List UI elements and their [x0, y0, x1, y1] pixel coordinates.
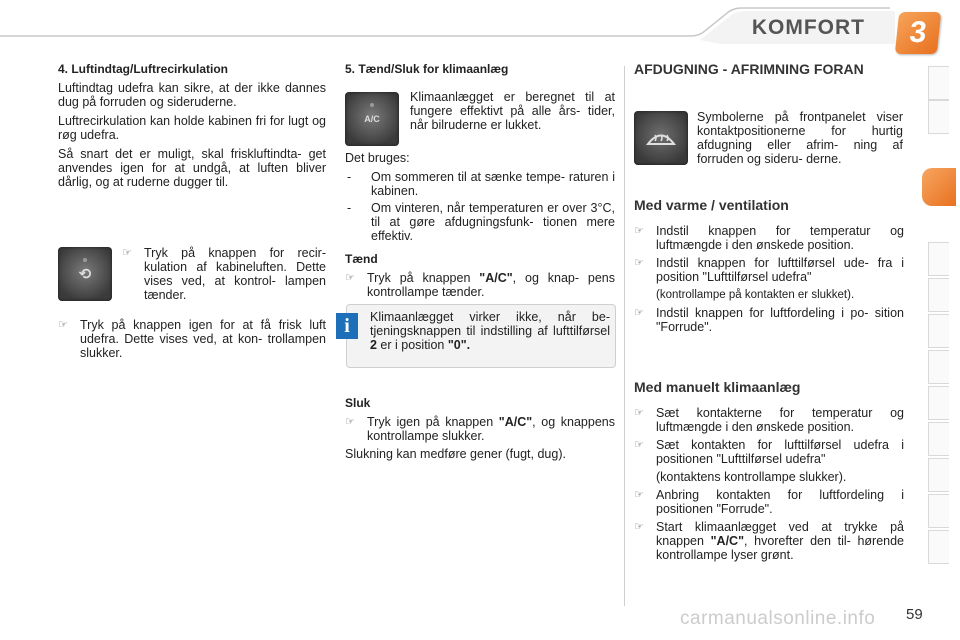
- ac-button-label: A/C: [364, 114, 380, 124]
- chapter-tabs: [928, 66, 960, 576]
- chapter-tab[interactable]: [928, 494, 949, 528]
- section-heading: AFDUGNING - AFRIMNING FORAN: [634, 61, 864, 77]
- section-heading: 5. Tænd/Sluk for klimaanlæg: [345, 62, 509, 76]
- on-bullet: ☞ Tryk på knappen "A/C", og knap- pens kontrollampe tænder.: [345, 271, 615, 299]
- paragraph: Luftindtag udefra kan sikre, at der ikke dannes dug på forruden og sideruderne.: [58, 81, 326, 109]
- pointing-hand-icon: ☞: [634, 489, 644, 501]
- column-heat-ventilation: [634, 198, 904, 338]
- page-header-title: KOMFORT: [751, 16, 865, 39]
- watermark: carmanualsonline.info: [680, 608, 876, 629]
- off-note: Slukning kan medføre gener (fugt, dug).: [345, 447, 566, 461]
- manual-bullet: ☞ Start klimaanlægget ved at trykke på knappen "A/C", hvorefter den til- hørende kontrollampe lyser grønt.: [634, 520, 904, 562]
- column-divider: [624, 66, 625, 606]
- chapter-tab[interactable]: [928, 66, 949, 100]
- pointing-hand-icon: ☞: [634, 439, 644, 451]
- paragraph: Luftrecirkulation kan holde kabinen fri for lugt og røg udefra.: [58, 114, 326, 142]
- column-recirculation: [58, 62, 326, 194]
- chapter-tab[interactable]: [928, 422, 949, 456]
- pointing-hand-icon: ☞: [58, 319, 68, 331]
- recirculation-bullet-2: ☞ Tryk på knappen igen for at få frisk luft udefra. Dette vises ved, at kon- trollampen slukker.: [58, 318, 326, 360]
- chapter-number-badge: 3: [895, 12, 941, 54]
- manual-bullet: ☞ Anbring kontakten for luftfordeling i positionen "Forrude".: [634, 488, 904, 516]
- manual-heading: Med manuelt klimaanlæg: [634, 379, 801, 395]
- page-number: 59: [906, 606, 923, 623]
- used-label: Det bruges:: [345, 151, 410, 165]
- chapter-tab[interactable]: [928, 458, 949, 492]
- heat-bullet: ☞ Indstil knappen for luftfordeling i po- sition "Forrude".: [634, 306, 904, 334]
- chapter-tab[interactable]: [928, 530, 949, 564]
- pointing-hand-icon: ☞: [634, 225, 644, 237]
- section-heading: 4. Luftindtag/Luftrecirkulation: [58, 62, 228, 76]
- chapter-tab[interactable]: [928, 100, 949, 134]
- chapter-tab[interactable]: [928, 350, 949, 384]
- heat-bullet: ☞ Indstil knappen for temperatur og luftmængde i den ønskede position.: [634, 224, 904, 252]
- on-heading: Tænd: [345, 252, 378, 266]
- manual-bullet: ☞ Sæt kontakterne for temperatur og luftmængde i den ønskede position.: [634, 406, 904, 434]
- pointing-hand-icon: ☞: [345, 272, 355, 284]
- chapter-tab[interactable]: [928, 386, 949, 420]
- use-item: - Om vinteren, når temperaturen er over 3°C, til at gøre afdugningsfunk- tionen mere effektiv.: [347, 201, 615, 243]
- manual-note: (kontaktens kontrollampe slukker).: [656, 470, 847, 484]
- windscreen-defrost-icon: [634, 111, 688, 165]
- chapter-tab-active[interactable]: [922, 168, 956, 206]
- recirculation-icon: ⟲: [78, 266, 92, 283]
- info-icon: i: [336, 313, 358, 339]
- pointing-hand-icon: ☞: [634, 407, 644, 419]
- pointing-hand-icon: ☞: [345, 416, 355, 428]
- paragraph: Så snart det er muligt, skal friskluftindta- get anvendes igen for at undgå, at luften bliver dårlig, og at ruderne dugger til.: [58, 147, 326, 189]
- chapter-tab[interactable]: [928, 278, 949, 312]
- column-ac-body: [345, 151, 615, 303]
- ac-button-image: [345, 92, 399, 146]
- pointing-hand-icon: ☞: [634, 257, 644, 269]
- indicator-lamp: [83, 258, 87, 262]
- heat-bullet: ☞ Indstil knappen for lufttilførsel ude- fra i position "Lufttilførsel udefra": [634, 256, 904, 284]
- info-text: Klimaanlægget virker ikke, når be- tjeningsknappen til indstilling af lufttilførsel 2 er i position "0".: [370, 310, 610, 352]
- ac-intro: Klimaanlægget er beregnet til at fungere effektivt på alle års- tider, når bilruderne er lukket.: [410, 90, 615, 132]
- defog-intro: Symbolerne på frontpanelet viser kontaktpositionerne for hurtig afdugning eller afrim- ning af forruden og sideru- derne.: [697, 110, 903, 166]
- chapter-tab[interactable]: [928, 242, 949, 276]
- recirculation-bullet-1: ☞ Tryk på knappen for recir- kulation af kabineluften. Dette vises ved, at kontrol- lampen tænder.: [122, 246, 326, 302]
- pointing-hand-icon: ☞: [634, 307, 644, 319]
- defrost-button-image: [634, 111, 688, 165]
- pointing-hand-icon: ☞: [122, 247, 132, 259]
- off-heading: Sluk: [345, 396, 371, 410]
- recirculation-button-image: [58, 247, 112, 301]
- indicator-lamp: [370, 103, 374, 107]
- use-item: - Om sommeren til at sænke tempe- raturen i kabinen.: [347, 170, 615, 198]
- heat-note: (kontrollampe på kontakten er slukket).: [656, 289, 855, 301]
- off-bullet: ☞ Tryk igen på knappen "A/C", og knappens kontrollampe slukker.: [345, 415, 615, 443]
- chapter-tab[interactable]: [928, 314, 949, 348]
- manual-bullet: ☞ Sæt kontakten for lufttilførsel udefra i positionen "Lufttilførsel udefra": [634, 438, 904, 466]
- column-defog-heading: [634, 62, 904, 76]
- column-ac-heading: [345, 62, 615, 81]
- heat-heading: Med varme / ventilation: [634, 197, 789, 213]
- pointing-hand-icon: ☞: [634, 521, 644, 533]
- column-manual-ac: [634, 380, 904, 566]
- column-ac-off: [345, 396, 615, 466]
